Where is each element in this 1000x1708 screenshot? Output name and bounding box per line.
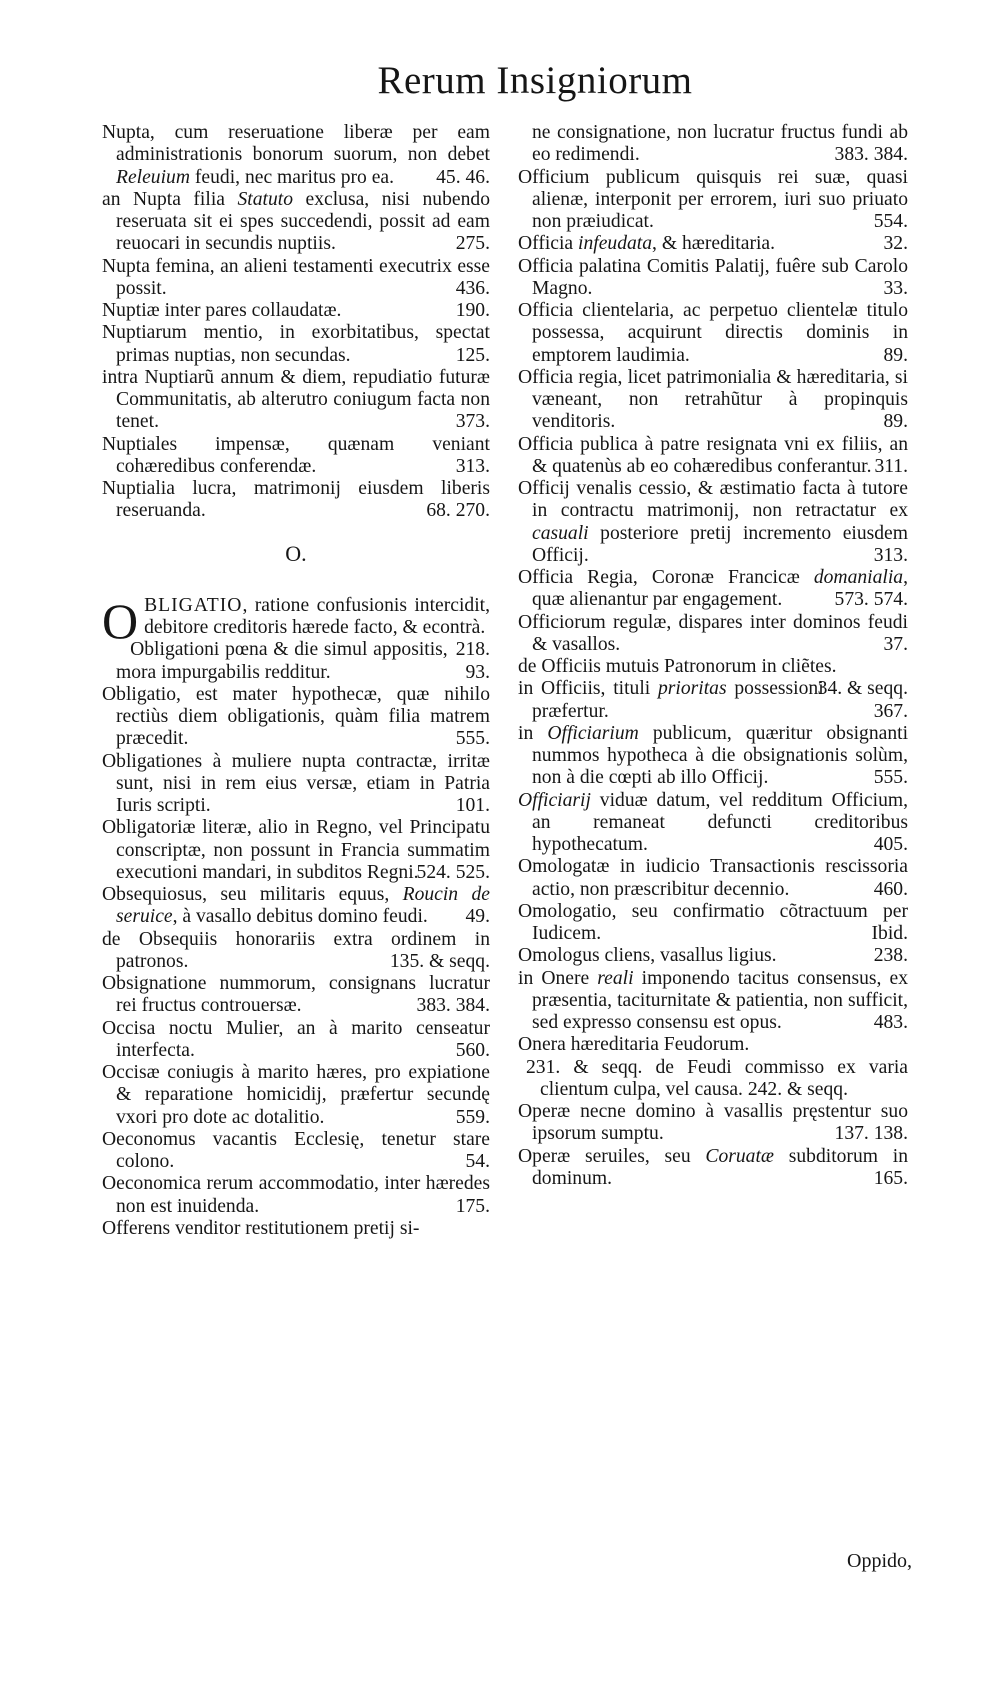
index-entry <box>518 367 908 434</box>
entry-italic-term: casuali <box>532 522 589 544</box>
index-entry <box>102 322 490 367</box>
index-entry <box>518 1034 908 1100</box>
entry-page-ref: 573. 574. <box>834 589 908 611</box>
entry-page-ref: 125. <box>455 344 490 366</box>
index-entry <box>102 973 490 1018</box>
entry-page-ref: 311. <box>874 455 908 477</box>
index-entry <box>518 256 908 301</box>
entry-text: , ratione confusionis intercidit, debitore creditoris hærede facto, & econtrà. <box>144 594 490 638</box>
page-title: Rerum Insigniorum <box>377 59 693 102</box>
index-entry <box>518 478 908 567</box>
entry-page-ref: 560. <box>455 1039 490 1061</box>
index-entry <box>518 1146 908 1191</box>
entry-page-ref: 559. <box>455 1106 490 1128</box>
entry-page-ref: 313. <box>455 455 490 477</box>
entry-page-ref: 89. <box>883 344 908 366</box>
index-entry <box>102 1129 490 1174</box>
drop-cap: O <box>102 592 139 649</box>
entry-italic-term: Roucin de seruice <box>116 884 490 928</box>
entry-text: Officia Regia, Coronæ Francicæ <box>518 567 814 588</box>
entry-text-continued: publicum, quæritur obsignanti nummos hypotheca à die obsignationis solùm, non à die cœpti ab illo Officij. <box>532 722 909 789</box>
index-entry <box>102 884 490 929</box>
entry-page-ref: 436. <box>455 277 490 299</box>
index-entry <box>102 639 490 684</box>
index-entry <box>518 167 908 234</box>
entry-page-ref: 383. 384. <box>416 995 490 1017</box>
entry-page-ref: 45. 46. <box>436 166 490 188</box>
entry-text: Officia <box>518 233 579 255</box>
entry-text: in Officiis, tituli <box>518 678 658 700</box>
entry-page-ref: 313. <box>873 544 908 566</box>
entry-text-continued: , quæ alienantur par engagement. <box>532 567 908 611</box>
index-entry <box>518 612 908 657</box>
entry-text: Omologatio, seu confirmatio cõtractuum per Iudicem. <box>518 900 908 944</box>
entry-text: Oeconomica rerum accommodatio, inter hæredes non est inuidenda. <box>102 1173 490 1217</box>
entry-text: Occisa noctu Mulier, an à marito censeatur interfecta. <box>102 1017 490 1061</box>
entry-text: Occisæ coniugis à marito hæres, pro expiatione & reparatione homicidij, præfertur secundę vxori pro dote ac dotalitio. <box>102 1062 490 1128</box>
entry-page-ref: 135. & seqq. <box>389 950 490 972</box>
entry-page-ref: 190. <box>455 300 490 321</box>
entry-text: Nuptiæ inter pares collaudatæ. <box>102 300 342 321</box>
index-entry <box>102 189 490 256</box>
right-column <box>518 122 908 1190</box>
entry-page-ref: 238. <box>873 945 908 967</box>
index-entry <box>518 567 908 612</box>
entry-text: Nuptiarum mentio, in exorbitatibus, spectat primas nuptias, non secundas. <box>102 322 490 366</box>
index-entry <box>102 367 490 434</box>
index-entry <box>518 968 908 1035</box>
entry-page-ref: 89. <box>883 411 908 433</box>
index-entry <box>102 751 490 818</box>
section-heading: O. <box>285 540 307 566</box>
index-entry <box>518 945 908 967</box>
entry-text: intra Nuptiarũ annum & diem, repudiatio futuræ Communitatis, ab alterutro coniugum facta non tenet. <box>102 366 490 433</box>
index-entries-officia <box>518 167 908 1191</box>
entry-text: Omologatæ in iudicio Transactionis rescissoria actio, non præscribitur decennio. <box>518 856 908 900</box>
index-entry <box>102 1062 490 1129</box>
entry-text: Nupta femina, an alieni testamenti executrix esse possit. <box>102 255 490 299</box>
entry-text: Officia publica à patre resignata vni ex filiis, an & quatenùs ab eo cohæredibus conferantur. <box>518 433 908 477</box>
entry-page-ref: 555. <box>455 728 490 750</box>
entry-text: Onera hæreditaria Feudorum. <box>518 1034 750 1056</box>
entry-page-ref: 101. <box>455 795 490 816</box>
entry-page-ref: 54. <box>465 1151 490 1172</box>
entry-text: Offerens venditor restitutionem pretij si- <box>102 1217 420 1239</box>
entry-page-ref: 175. <box>455 1195 490 1217</box>
entry-text: Nupta, cum reseruatione liberæ per eam administrationis bonorum suorum, non debet <box>102 122 490 166</box>
entry-page-ref: 555. <box>873 767 908 789</box>
index-entry <box>518 434 908 479</box>
index-entry-continuation <box>518 122 908 167</box>
left-column <box>102 122 490 1240</box>
entry-page-ref: 275. <box>455 233 490 255</box>
entry-page-ref: 218. <box>455 639 490 661</box>
entry-text: Obsequiosus, seu militaris equus, <box>102 884 403 905</box>
entry-italic-term: Coruatæ <box>705 1145 774 1167</box>
entry-page-ref: 483. <box>873 1012 908 1033</box>
index-entry <box>102 817 490 884</box>
entry-text: Officia clientelaria, ac perpetuo clientelæ titulo possessa, acquirunt directis dominis in emptorem laudimia. <box>518 300 908 366</box>
entry-italic-term: infeudata <box>578 233 653 255</box>
entry-text-continued: viduæ datum, vel redditum Officium, an remaneat defuncti creditoribus hypothecatum. <box>532 789 908 855</box>
entry-text: de Obsequiis honorariis extra ordinem in patronos. <box>102 928 490 972</box>
index-entries-o <box>102 639 490 1240</box>
entry-text: Operæ seruiles, seu <box>518 1145 706 1167</box>
index-entry <box>102 478 490 523</box>
entry-page-ref: 554. <box>873 211 908 232</box>
entry-text-continued: posteriore pretij incremento eiusdem Officij. <box>532 522 908 566</box>
entry-page-ref: 32. <box>883 233 908 255</box>
entry-italic-term: prioritas <box>658 678 727 700</box>
entry-page-ref: 231. & seqq. de Feudi commisso ex varia clientum culpa, vel causa. 242. & seqq. <box>526 1056 908 1100</box>
entry-page-ref: 137. 138. <box>834 1123 908 1145</box>
entry-text: Officia palatina Comitis Palatij, fuêre sub Carolo Magno. <box>518 255 908 299</box>
index-entry <box>102 929 490 974</box>
index-entries-n <box>102 122 490 523</box>
entry-page-ref: 68. 270. <box>426 500 490 522</box>
index-entry <box>518 723 908 790</box>
entry-text: Officiorum regulæ, dispares inter dominos feudi & vasallos. <box>518 611 908 655</box>
entry-text-continued: subditorum in dominum. <box>532 1145 908 1189</box>
entry-text-continued: , & hæreditaria. <box>652 233 776 255</box>
entry-page-ref: 34. & seqq. <box>817 678 908 700</box>
entry-text: Omologus cliens, vasallus ligius. <box>518 945 777 967</box>
entry-text: an Nupta filia <box>102 188 238 210</box>
entry-text: Officia regia, licet patrimonialia & hæreditaria, si væneant, non retrahũtur à propinquis venditoris. <box>518 366 908 433</box>
index-entry <box>518 233 908 255</box>
index-entry <box>102 1173 490 1218</box>
catchword: Oppido, <box>847 1550 912 1572</box>
entry-text: Nuptiales impensæ, quænam veniant cohæredibus conferendæ. <box>102 433 490 477</box>
entry-page-ref: 460. <box>873 878 908 900</box>
entry-page-ref: 93. <box>465 661 490 683</box>
entry-text: Operæ necne domino à vasallis pręstentur suo ipsorum sumptu. <box>518 1101 908 1145</box>
entry-text: Obligatoriæ literæ, alio in Regno, vel Principatu conscriptæ, non possunt in Francia summatim executioni mandari, in subditos Regni. <box>102 817 490 883</box>
index-entry <box>518 300 908 367</box>
index-entry <box>518 901 908 946</box>
entry-text: Obsignatione nummorum, consignans lucratur rei fructus controuersæ. <box>102 973 490 1017</box>
index-entry <box>102 684 490 751</box>
entry-italic-term: domanialia <box>813 567 904 588</box>
entry-text-continued: imponendo tacitus consensus, ex præsentia, taciturnitate & patientia, non sufficit, sed expresso consensu est opus. <box>532 967 908 1033</box>
entry-text: ne consignatione, non lucratur fructus fundi ab eo redimendi. <box>532 122 908 166</box>
entry-text: de Officiis mutuis Patronorum in cliẽtes. <box>518 656 837 677</box>
index-entry <box>102 256 490 301</box>
entry-text-continued: feudi, nec maritus pro ea. <box>190 166 395 188</box>
entry-text: Officij venalis cessio, & æstimatio facta à tutore in contractu matrimonij, non retractatur ex <box>518 478 908 522</box>
entry-italic-term: Statuto <box>237 188 294 210</box>
index-entry <box>102 1218 490 1240</box>
entry-italic-term: Releuium <box>116 166 190 188</box>
entry-page-ref: Ibid. <box>871 923 908 944</box>
entry-text: in <box>518 722 548 744</box>
index-entry <box>102 434 490 479</box>
entry-page-ref: 49. <box>465 906 490 928</box>
entry-text: Obligationes à muliere nupta contractæ, irritæ sunt, nisi in rem eius versæ, etiam in Patria Iuris scripti. <box>102 750 490 816</box>
entry-text-continued: possessioni præfertur. <box>532 678 824 722</box>
entry-italic-term: reali <box>597 967 634 989</box>
entry-smallcaps: BLIGATIO <box>144 594 243 616</box>
index-entry <box>518 790 908 857</box>
entry-text: Officium publicum quisquis rei suæ, quasi alienæ, interponit per errorem, iuri suo priuato non præiudicat. <box>518 166 908 232</box>
entry-text: Obligationi pœna & die simul appositis, mora impurgabilis redditur. <box>116 639 448 683</box>
entry-page-ref: 33. <box>883 277 908 299</box>
index-entry <box>518 856 908 901</box>
entry-italic-term: Officiarij <box>518 789 591 811</box>
entry-text: Oeconomus vacantis Ecclesię, tenetur stare colono. <box>102 1128 490 1172</box>
entry-page-ref: 165. <box>873 1167 908 1189</box>
index-entry <box>102 122 490 189</box>
entry-page-ref: 367. <box>873 700 908 722</box>
entry-text: Obligatio, est mater hypothecæ, quæ nihilo rectiùs diem obligationis, quàm filia matrem præcedit. <box>102 683 490 750</box>
entry-text-continued: , à vasallo debitus domino feudi. <box>172 906 428 928</box>
entry-italic-term: Officiarium <box>547 722 639 744</box>
entry-page-ref: 373. <box>455 411 490 433</box>
entry-text: in Onere <box>518 967 598 989</box>
entry-page-ref: 524. 525. <box>416 861 490 883</box>
entry-page-ref: 37. <box>883 633 908 655</box>
entry-text: Nuptialia lucra, matrimonij eiusdem liberis reseruanda. <box>102 478 490 522</box>
index-entry <box>102 300 490 322</box>
entry-page-ref: 383. 384. <box>834 144 908 166</box>
entry-page-ref: 405. <box>873 834 908 855</box>
entry-text-continued: exclusa, nisi nubendo reseruata sit ei spes succedendi, possit ad eam reuocari in secundis nuptiis. <box>116 188 490 255</box>
index-entry <box>102 1018 490 1063</box>
